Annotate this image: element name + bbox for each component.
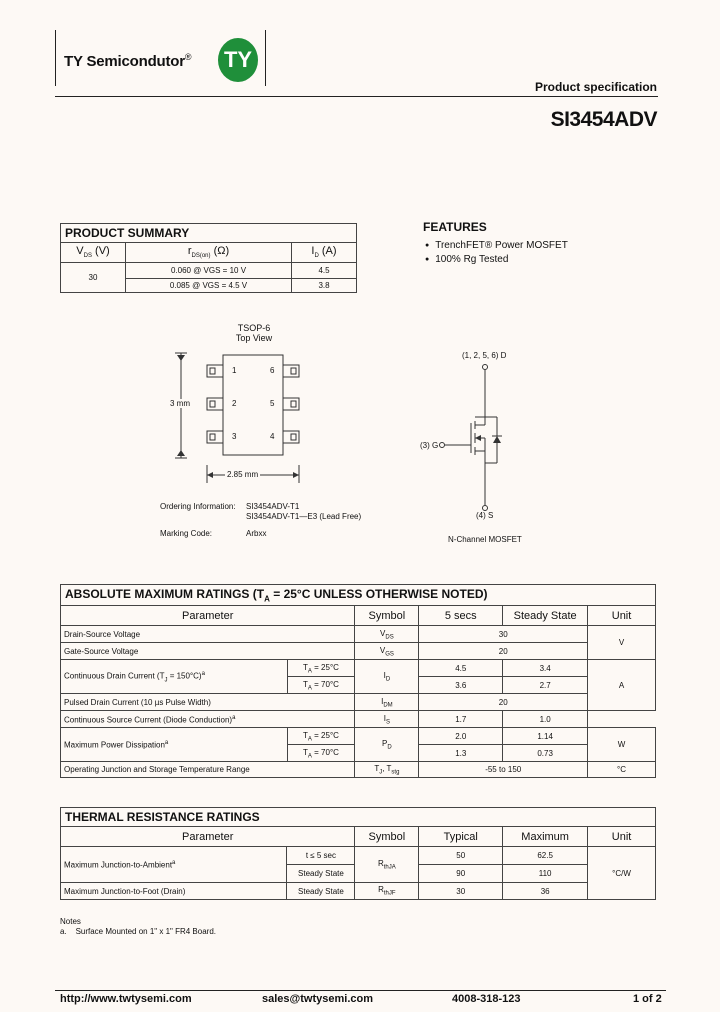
height-dimension: 3 mm	[170, 399, 190, 408]
product-summary-table	[60, 223, 357, 293]
value-idm: 20	[419, 694, 588, 711]
vds-header: $V_{DS}$ (V)	[61, 243, 126, 263]
unit-w: W	[588, 728, 656, 762]
param-idm: Pulsed Drain Current (10 µs Pulse Width)	[61, 694, 355, 711]
doc-type: Product specification	[534, 80, 657, 94]
col-maximum: Maximum	[503, 827, 588, 847]
feature-item: ● 100% Rg Tested	[425, 253, 568, 267]
col-parameter: Parameter	[61, 606, 355, 626]
col-5secs: 5 secs	[419, 606, 503, 626]
param-vds: Drain-Source Voltage	[61, 626, 355, 643]
note-a: a. Surface Mounted on 1" x 1" FR4 Board.	[60, 927, 216, 936]
unit-v: V	[588, 626, 656, 660]
cond-ta70: $T_A = 70^\circ C$	[287, 745, 355, 762]
value-vgs: 20	[419, 643, 588, 660]
symbol-is: $I_S$	[355, 711, 419, 728]
ordering-label: Ordering Information:	[160, 502, 236, 511]
symbol-pd: $P_D$	[355, 728, 419, 762]
value-id-ss: 3.4	[503, 660, 588, 677]
gate-label: (3) G	[420, 441, 439, 450]
value-vds: 30	[419, 626, 588, 643]
pin-2-label: 2	[232, 399, 237, 408]
rds-value: 0.085 @ VGS = 4.5 V	[126, 279, 292, 293]
notes-title: Notes	[60, 917, 81, 926]
col-unit: Unit	[588, 606, 656, 626]
param-vgs: Gate-Source Voltage	[61, 643, 355, 660]
value-pd-ss: 0.73	[503, 745, 588, 762]
mosfet-schematic	[415, 345, 565, 525]
rds-value: 0.060 @ VGS = 10 V	[126, 263, 292, 279]
typical-ambient: 90	[419, 865, 503, 883]
abs-max-title: ABSOLUTE MAXIMUM RATINGS ($T_A = 25^\circ C$ UNLESS OTHERWISE NOTED)	[61, 585, 656, 606]
abs-max-table	[60, 584, 656, 778]
symbol-vgs: $V_{GS}$	[355, 643, 419, 660]
marking-value: Arbxx	[246, 529, 267, 538]
thermal-title: THERMAL RESISTANCE RATINGS	[61, 808, 656, 827]
pin-5-label: 5	[270, 399, 275, 408]
pin-4-label: 4	[270, 432, 275, 441]
col-typical: Typical	[419, 827, 503, 847]
page-number: 1 of 2	[633, 993, 662, 1005]
footer-url[interactable]: http://www.twtysemi.com	[60, 993, 192, 1005]
param-is: Continuous Source Current (Diode Conduction)$^a$	[61, 711, 355, 728]
id-value: 4.5	[292, 263, 357, 279]
symbol-rthja: $R_{thJA}$	[355, 847, 419, 883]
col-unit: Unit	[588, 827, 656, 847]
footer-email[interactable]: sales@twtysemi.com	[262, 993, 373, 1005]
value-is-ss: 1.0	[503, 711, 588, 728]
symbol-tj: $T_J$, $T_{stg}$	[355, 762, 419, 778]
rds-header: $r_{DS(on)}$ (Ω)	[126, 243, 292, 263]
ty-logo: TY	[218, 38, 258, 82]
cond-steady: Steady State	[287, 883, 355, 900]
brand-name: TY Semicondutor®	[64, 52, 192, 70]
value-pd-5s: 2.0	[419, 728, 503, 745]
package-title: TSOP-6 Top View	[235, 323, 273, 343]
param-ambient: Maximum Junction-to-Ambient$^a$	[61, 847, 287, 883]
col-steady-state: Steady State	[503, 606, 588, 626]
symbol-vds: $V_{DS}$	[355, 626, 419, 643]
value-is-5s: 1.7	[419, 711, 503, 728]
symbol-idm: $I_{DM}$	[355, 694, 419, 711]
footer-rule	[55, 990, 666, 991]
param-tj: Operating Junction and Storage Temperature Range	[61, 762, 355, 778]
footer-phone: 4008-318-123	[452, 993, 521, 1005]
typical-foot: 30	[419, 883, 503, 900]
id-value: 3.8	[292, 279, 357, 293]
col-symbol: Symbol	[355, 827, 419, 847]
id-header: $I_D$ (A)	[292, 243, 357, 263]
header-left-rule	[55, 30, 56, 86]
ordering-value: SI3454ADV-T1	[246, 502, 300, 511]
header-right-rule	[265, 30, 266, 86]
thermal-table	[60, 807, 656, 900]
ordering-value: SI3454ADV-T1—E3 (Lead Free)	[246, 512, 362, 521]
param-pd: Maximum Power Dissipation$^a$	[61, 728, 288, 762]
symbol-rthjf: $R_{thJF}$	[355, 883, 419, 900]
product-summary-title: PRODUCT SUMMARY	[61, 224, 357, 243]
width-dimension: 2.85 mm	[227, 470, 259, 479]
typical-ambient: 50	[419, 847, 503, 865]
symbol-id: $I_D$	[355, 660, 419, 694]
schematic-caption: N-Channel MOSFET	[448, 535, 522, 544]
value-id-ss: 2.7	[503, 677, 588, 694]
drain-label: (1, 2, 5, 6) D	[462, 351, 507, 360]
features-title: FEATURES	[423, 220, 487, 234]
pin-6-label: 6	[270, 366, 275, 375]
marking-label: Marking Code:	[160, 529, 213, 538]
value-id-5s: 4.5	[419, 660, 503, 677]
col-symbol: Symbol	[355, 606, 419, 626]
param-foot: Maximum Junction-to-Foot (Drain)	[61, 883, 287, 900]
feature-item: ● TrenchFET® Power MOSFET	[425, 239, 568, 253]
cond-ta25: $T_A = 25^\circ C$	[287, 660, 355, 677]
cond-5sec: t ≤ 5 sec	[287, 847, 355, 865]
value-id-5s: 3.6	[419, 677, 503, 694]
value-tj: -55 to 150	[419, 762, 588, 778]
max-ambient: 62.5	[503, 847, 588, 865]
pin-1-label: 1	[232, 366, 237, 375]
pin-3-label: 3	[232, 432, 237, 441]
cond-steady: Steady State	[287, 865, 355, 883]
part-number: SI3454ADV	[550, 108, 657, 131]
package-outline-drawing	[165, 345, 325, 485]
value-pd-5s: 1.3	[419, 745, 503, 762]
unit-c: °C	[588, 762, 656, 778]
value-pd-ss: 1.14	[503, 728, 588, 745]
vds-value: 30	[61, 263, 126, 293]
unit-cw: °C/W	[588, 847, 656, 900]
unit-a: A	[588, 660, 656, 711]
col-parameter: Parameter	[61, 827, 355, 847]
max-foot: 36	[503, 883, 588, 900]
param-id: Continuous Drain Current $(T_J = 150^\circ C)^a$	[61, 660, 288, 694]
source-label: (4) S	[476, 511, 494, 520]
cond-ta70: $T_A = 70^\circ C$	[287, 677, 355, 694]
features-list	[425, 239, 568, 267]
max-ambient: 110	[503, 865, 588, 883]
cond-ta25: $T_A = 25^\circ C$	[287, 728, 355, 745]
header-rule	[55, 96, 658, 97]
